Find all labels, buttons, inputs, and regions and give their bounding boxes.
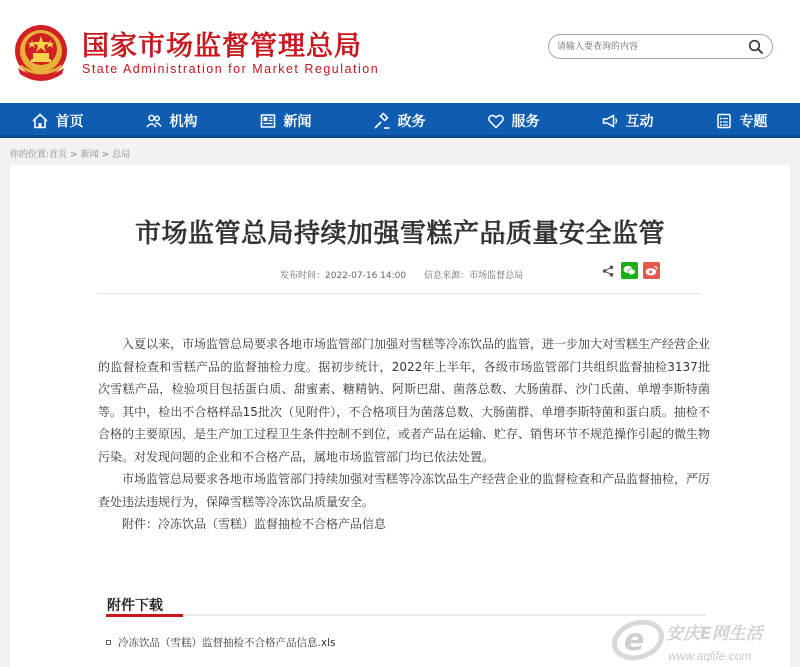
search-icon[interactable] bbox=[748, 39, 764, 55]
share-icon[interactable] bbox=[602, 265, 614, 277]
nav-item-services[interactable] bbox=[456, 103, 570, 138]
news-icon bbox=[259, 112, 277, 130]
attachments-divider-accent bbox=[106, 614, 183, 617]
search-box bbox=[548, 34, 773, 59]
breadcrumb-separator: > bbox=[70, 150, 78, 160]
article-container bbox=[10, 165, 790, 667]
attachment-link[interactable] bbox=[106, 635, 335, 650]
nav-item-label: 新闻 bbox=[283, 113, 312, 130]
watermark-url: www.aqlife.com bbox=[668, 649, 752, 663]
breadcrumb-item-news[interactable]: 新闻 bbox=[80, 150, 99, 160]
publish-time: 发布时间：2022-07-16 14:00 bbox=[280, 271, 407, 281]
article-meta bbox=[280, 268, 523, 281]
attachment-filename[interactable]: 冷冻饮品（雪糕）监督抽检不合格产品信息.xls bbox=[118, 637, 336, 649]
nav-item-topics[interactable] bbox=[684, 103, 798, 138]
info-source: 信息来源：市场监督总局 bbox=[424, 271, 524, 281]
breadcrumb-prefix: 你的位置: bbox=[10, 150, 50, 160]
nav-item-interaction[interactable] bbox=[570, 103, 684, 138]
article-body bbox=[98, 333, 710, 536]
article-paragraph: 入夏以来，市场监管总局要求各地市场监管部门加强对雪糕等冷冻饮品的监管，进一步加大对雪糕生产经营企业的监督检查和雪糕产品的监督抽检力度。据初步统计，2022年上半年，各级市场监管部门共组织监督抽检3137批次雪糕产品，检验项目包括蛋白质、甜蜜素、糖精钠、阿斯巴甜、菌落总数、大肠菌群、沙门氏菌、单增李斯特菌等。其中，检出不合格样品15批次（见附件），不合格项目为菌落总数、大肠菌群、单增李斯特菌和蛋白质。抽检不合格的主要原因，是生产加工过程卫生条件控制不到位，或者产品在运输、贮存、销售环节不规范操作引起的微生物污染。对发现问题的企业和不合格产品，属地市场监管部门均已依法处置。 bbox=[98, 337, 711, 464]
watermark-logo-icon bbox=[610, 608, 800, 667]
nav-item-label: 服务 bbox=[511, 113, 540, 130]
breadcrumb-item-administration[interactable]: 总局 bbox=[112, 150, 131, 160]
nav-item-label: 首页 bbox=[55, 113, 84, 130]
watermark-cn: 安庆E网生活 bbox=[666, 624, 763, 644]
share-bar bbox=[602, 262, 660, 279]
nav-item-label: 机构 bbox=[169, 113, 198, 130]
nav-item-home[interactable] bbox=[0, 103, 114, 138]
people-icon bbox=[145, 112, 163, 130]
article-title: 市场监管总局持续加强雪糕产品质量安全监管 bbox=[134, 219, 665, 249]
breadcrumb-separator: > bbox=[101, 150, 110, 160]
article-paragraph: 市场监管总局要求各地市场监管部门持续加强对雪糕等冷冻饮品生产经营企业的监督检查和产品监督抽检，严厉查处违法违规行为，保障雪糕等冷冻饮品质量安全。 bbox=[98, 472, 711, 509]
nav-item-news[interactable] bbox=[228, 103, 342, 138]
breadcrumb bbox=[10, 147, 130, 160]
site-title[interactable]: 国家市场监督管理总局 bbox=[82, 31, 362, 62]
breadcrumb-item-home[interactable]: 首页 bbox=[49, 150, 68, 160]
national-emblem-icon bbox=[10, 22, 72, 84]
weibo-share-icon[interactable] bbox=[643, 262, 660, 279]
title-divider bbox=[98, 293, 700, 294]
nav-item-government-affairs[interactable] bbox=[342, 103, 456, 138]
government-icon bbox=[373, 112, 391, 130]
nav-item-institutions[interactable] bbox=[114, 103, 228, 138]
main-nav bbox=[0, 103, 800, 138]
nav-item-label: 互动 bbox=[625, 113, 654, 130]
site-title-english: State Administration for Market Regulation bbox=[82, 62, 380, 76]
topic-icon bbox=[715, 112, 733, 130]
site-header bbox=[0, 0, 800, 103]
svg-text:e: e bbox=[624, 623, 645, 658]
megaphone-icon bbox=[601, 112, 619, 130]
wechat-share-icon[interactable] bbox=[621, 262, 638, 279]
heart-icon bbox=[487, 112, 505, 130]
nav-item-label: 专题 bbox=[739, 113, 768, 130]
home-icon bbox=[31, 112, 49, 130]
nav-item-label: 政务 bbox=[397, 113, 426, 130]
article-paragraph: 附件：冷冻饮品（雪糕）监督抽检不合格产品信息 bbox=[122, 517, 387, 531]
attachments-heading: 附件下载 bbox=[107, 598, 163, 614]
bullet-icon bbox=[106, 640, 111, 645]
search-input[interactable] bbox=[557, 38, 737, 56]
